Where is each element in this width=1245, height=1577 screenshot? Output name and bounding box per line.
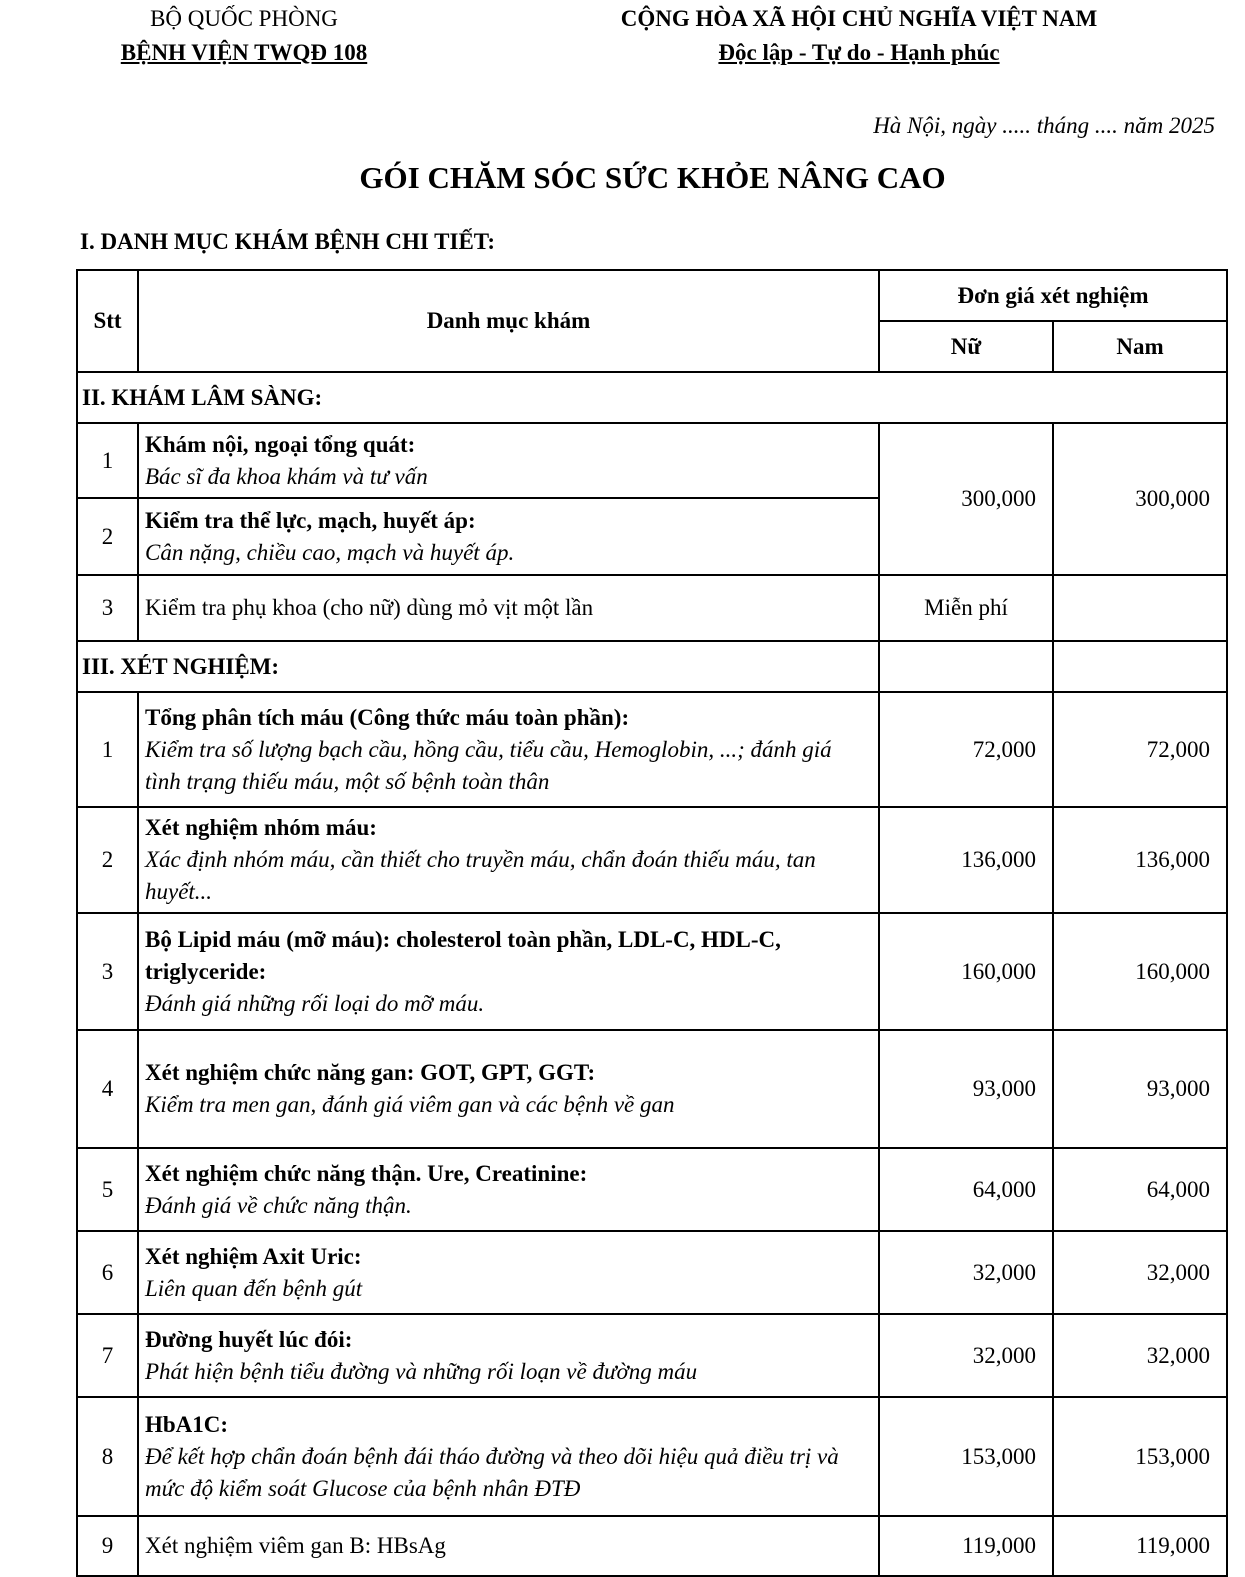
item-name: Xét nghiệm Axit Uric: (145, 1243, 362, 1269)
row-item (138, 423, 879, 498)
section-ii-heading: II. KHÁM LÂM SÀNG: (77, 372, 1227, 423)
item-name: Đường huyết lúc đói: (145, 1326, 353, 1352)
ministry-name: BỘ QUỐC PHÒNG (150, 6, 338, 31)
item-name: Xét nghiệm chức năng thận. Ure, Creatinine: (145, 1160, 588, 1186)
table-row (77, 1148, 1227, 1231)
item-name: Kiểm tra thể lực, mạch, huyết áp: (145, 507, 476, 533)
price-female: 72,000 (879, 692, 1053, 807)
item-desc: Kiểm tra men gan, đánh giá viêm gan và các bệnh về gan (145, 1092, 675, 1117)
row-stt: 4 (77, 1030, 138, 1148)
price-male: 153,000 (1053, 1397, 1227, 1516)
row-item (138, 807, 879, 913)
price-male: 300,000 (1053, 423, 1227, 575)
table-row (77, 913, 1227, 1030)
row-stt: 2 (77, 807, 138, 913)
table-row (77, 1516, 1227, 1576)
section-i-heading: I. DANH MỤC KHÁM BỆNH CHI TIẾT: (80, 229, 496, 254)
table-row (77, 1030, 1227, 1148)
table-row (77, 692, 1227, 807)
section-row (77, 641, 1227, 692)
row-stt: 9 (77, 1516, 138, 1576)
item-desc: Phát hiện bệnh tiểu đường và những rối loạn về đường máu (145, 1358, 698, 1384)
row-stt: 1 (77, 423, 138, 498)
row-item (138, 1030, 879, 1148)
price-female: 119,000 (879, 1516, 1053, 1576)
price-male: 93,000 (1053, 1030, 1227, 1148)
row-item (138, 1314, 879, 1397)
price-male: 136,000 (1053, 807, 1227, 913)
table-row (77, 1314, 1227, 1397)
item-name: Tổng phân tích máu (Công thức máu toàn phần): (145, 704, 630, 730)
item-desc: Cân nặng, chiều cao, mạch và huyết áp. (145, 539, 515, 565)
table-row (77, 1231, 1227, 1314)
row-stt: 5 (77, 1148, 138, 1231)
empty-cell (1053, 641, 1227, 692)
row-stt: 7 (77, 1314, 138, 1397)
price-female: Miễn phí (879, 575, 1053, 641)
price-male (1053, 575, 1227, 641)
col-item-header: Danh mục khám (138, 270, 879, 372)
row-item (138, 1148, 879, 1231)
price-female: 64,000 (879, 1148, 1053, 1231)
row-item (138, 498, 879, 575)
price-female: 32,000 (879, 1231, 1053, 1314)
page-title: GÓI CHĂM SÓC SỨC KHỎE NÂNG CAO (359, 160, 946, 195)
table-row (77, 575, 1227, 641)
row-stt: 1 (77, 692, 138, 807)
price-female: 160,000 (879, 913, 1053, 1030)
item-desc: Kiểm tra số lượng bạch cầu, hồng cầu, tiểu cầu, Hemoglobin, ...; đánh giá tình trạng thiếu máu, một số bệnh toàn thân (145, 736, 832, 794)
item-desc: Để kết hợp chẩn đoán bệnh đái tháo đường và theo dõi hiệu quả điều trị và mức độ kiểm soát Glucose của bệnh nhân ĐTĐ (145, 1443, 839, 1501)
date-line: Hà Nội, ngày ..... tháng .... năm 2025 (873, 113, 1215, 138)
row-item (138, 692, 879, 807)
price-female: 136,000 (879, 807, 1053, 913)
price-male: 72,000 (1053, 692, 1227, 807)
col-price-header: Đơn giá xét nghiệm (879, 270, 1227, 321)
item-desc: Bác sĩ đa khoa khám và tư vấn (145, 463, 428, 489)
item-name: Kiểm tra phụ khoa (cho nữ) dùng mỏ vịt một lần (138, 575, 879, 641)
price-female: 32,000 (879, 1314, 1053, 1397)
item-desc: Đánh giá những rối loại do mỡ máu. (145, 990, 485, 1016)
table-header-row (77, 270, 1227, 321)
price-female: 93,000 (879, 1030, 1053, 1148)
item-desc: Đánh giá về chức năng thận. (145, 1192, 412, 1218)
row-stt: 6 (77, 1231, 138, 1314)
col-female-header: Nữ (879, 321, 1053, 372)
col-stt-header: Stt (77, 270, 138, 372)
table-row (77, 423, 1227, 498)
hospital-name: BỆNH VIỆN TWQĐ 108 (120, 40, 368, 65)
country-name: CỘNG HÒA XÃ HỘI CHỦ NGHĨA VIỆT NAM (620, 6, 1098, 31)
item-name: Bộ Lipid máu (mỡ máu): cholesterol toàn phần, LDL-C, HDL-C, triglyceride: (145, 926, 781, 984)
row-item (138, 1397, 879, 1516)
row-stt: 3 (77, 575, 138, 641)
header-right (570, 2, 1148, 70)
price-female: 153,000 (879, 1397, 1053, 1516)
price-male: 32,000 (1053, 1231, 1227, 1314)
motto: Độc lập - Tự do - Hạnh phúc (718, 40, 1000, 65)
item-name: HbA1C: (145, 1411, 229, 1437)
item-name: Khám nội, ngoại tổng quát: (145, 431, 416, 457)
section-iii-heading: III. XÉT NGHIỆM: (77, 641, 879, 692)
table-row (77, 1397, 1227, 1516)
item-desc: Liên quan đến bệnh gút (145, 1275, 363, 1301)
table-row (77, 807, 1227, 913)
item-name: Xét nghiệm nhóm máu: (145, 815, 377, 840)
price-table (76, 269, 1228, 1577)
price-female: 300,000 (879, 423, 1053, 575)
row-stt: 3 (77, 913, 138, 1030)
item-desc: Xác định nhóm máu, cần thiết cho truyền máu, chẩn đoán thiếu máu, tan huyết... (145, 847, 816, 904)
header-left (90, 2, 398, 70)
item-name: Xét nghiệm chức năng gan: GOT, GPT, GGT: (145, 1060, 596, 1085)
price-male: 64,000 (1053, 1148, 1227, 1231)
section-row (77, 372, 1227, 423)
row-item (138, 913, 879, 1030)
empty-cell (879, 641, 1053, 692)
row-stt: 2 (77, 498, 138, 575)
price-male: 119,000 (1053, 1516, 1227, 1576)
row-item (138, 1231, 879, 1314)
col-male-header: Nam (1053, 321, 1227, 372)
item-name: Xét nghiệm viêm gan B: HBsAg (138, 1516, 879, 1576)
price-male: 32,000 (1053, 1314, 1227, 1397)
row-stt: 8 (77, 1397, 138, 1516)
price-male: 160,000 (1053, 913, 1227, 1030)
